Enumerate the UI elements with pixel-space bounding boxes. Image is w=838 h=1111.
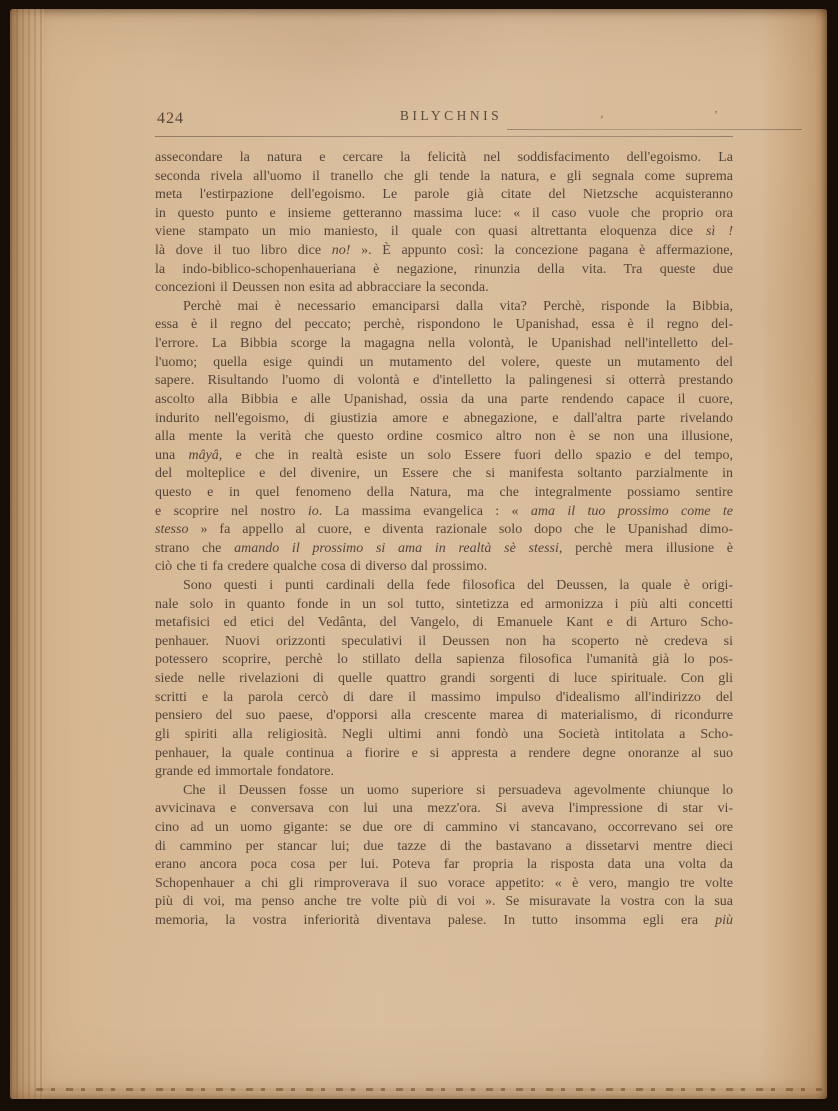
text-line: viene stampato un mio maniesto, il quale con quasi altrettanta eloquenza dice sì ! [155,224,733,240]
text-line: scritti e la parola cercò di dare il massimo impulso d'idealismo all'indirizzo del [155,689,733,705]
text-line: alla mente la verità che questo ordine cosmico altro non è se non una illusione, [155,429,733,445]
running-title: BILYCHNIS [399,108,503,123]
text-line: pensiero del suo paese, d'opporsi alla crescente marea di materialismo, di ricondurre [155,708,733,724]
page-edge-texture-left [10,9,44,1099]
text-line: strano che amando il prossimo si ama in realtà sè stessi, perchè mera illusione è [155,540,733,556]
book-page [10,9,827,1099]
text-line: assecondare la natura e cercare la felicità nel soddisfacimento dell'egoismo. La [155,150,733,165]
text-line: concezioni il Deussen non esita ad abbracciare la seconda. [155,280,489,296]
text-line: ciò che ti fa credere qualche cosa di diverso dal prossimo. [155,559,488,575]
text-line: avvicinava e conversava con lui una mezz'ora. Si aveva l'impressione di star vi- [155,801,733,817]
text-line: penhauer. Nuovi orizzonti speculativi il Deussen non ha scoperto nè credeva si [155,633,733,649]
paragraph [155,577,733,782]
text-line: nale solo in quanto fonde in un sol tutto, sintetizza ed armonizza i più alti concetti [155,596,733,612]
text-line: stesso » fa appello al cuore, e diventa razionale solo dopo che le Upanishad dimo- [155,522,733,538]
text-line: gli spiriti alla religiosità. Negli ultimi anni fondò una Società intitolata a Scho- [155,726,733,742]
text-line: l'errore. La Bibbia scorge la magagna nella volontà, le Upanishad nell'intelletto del- [155,336,733,352]
text-line: la indo-biblico-schopenhaueriana è negazione, rinunzia della vita. Tra queste due [155,261,733,277]
text-line: ascolto alla Bibbia e alle Upanishad, ossia da una parte rendendo capace il cuore, [155,391,733,407]
text-line: e scoprire nel nostro io. La massima evangelica : « ama il tuo prossimo come te [155,503,733,519]
page-body-text [155,149,733,931]
text-line: sapere. Risultando l'uomo di volontà e d'intelletto la palingenesi si otterrà prestando [155,373,733,389]
page-stack-line-bottom [36,1088,822,1091]
text-line: Sono questi i punti cardinali della fede filosofica del Deussen, la quale è origi- [183,578,733,594]
text-line: cino ad un uomo gigante: se due ore di cammino vi stancavano, occorrevano sei ore [155,819,733,835]
text-line: memoria, la vostra inferiorità diventava palese. In tutto insomma egli era più [155,912,733,928]
text-line: meta l'estirpazione dell'egoismo. Le parole già citate del Nietzsche acquisteranno [155,187,733,203]
text-line: più di voi, ma penso anche tre volte più di voi ». Se misuravate la vostra con la sua [155,894,733,910]
text-line: in questo punto e insieme getteranno massima luce: « il caso vuole che proprio ora [155,205,733,221]
ink-speck: ’ [709,106,719,123]
text-line: questo e in quel fenomeno della Natura, ma che integralmente possiamo sentire [155,484,733,500]
page-number: 424 [157,110,184,127]
text-line: siede nelle rivelazioni di quelle quattro grandi sorgenti di luce spirituale. Con gli [155,671,733,687]
text-line: là dove il tuo libro dice no! ». È appunto così: la concezione pagana è affermazione, [155,243,733,259]
text-line: essa è il regno del peccato; perchè, rispondono le Upanishad, essa è il regno del- [155,317,733,333]
text-line: indurito nell'egoismo, di giustizia amore e abnegazione, e dall'altra parte rivelando [155,410,733,426]
text-line: una mâyâ, e che in realtà esiste un solo Essere fuori dello spazio e del tempo, [155,447,733,463]
text-line: penhauer, la quale continua a fiorire e si appresta a rendere degne onoranze al suo [155,745,733,761]
text-line: l'uomo; quella esige quindi un mutamento del volere, queste un mutamento del [155,354,733,370]
text-line: Schopenhauer a chi gli rimproverava il suo vorace appetito: « è vero, mangio tre volte [155,875,733,891]
page-header [155,104,733,138]
text-line: metafisici ed etici del Vedânta, del Vangelo, di Emanuele Kant e di Arturo Scho- [155,615,733,631]
header-rule [155,136,733,137]
text-line: di cammino per stancar lui; due tazze di the bastavano a dissetarvi mentre dieci [155,838,733,854]
text-line: grande ed immortale fondatore. [155,764,335,780]
text-line: Che il Deussen fosse un uomo superiore si persuadeva agevolmente chiunque lo [183,782,733,798]
text-line: del molteplice e del divenire, un Essere che si manifesta soltanto parzialmente in [155,466,733,482]
text-line: erano ancora poca cosa per lui. Poteva far propria la risposta data una volta da [155,857,733,873]
header-rule-partial [507,129,802,130]
paragraph [155,298,733,577]
text-line: seconda rivela all'uomo il tranello che gli tende la natura, e gli segnala come suprema [155,168,733,184]
paragraph [155,149,733,298]
paragraph [155,782,733,931]
ink-speck: ’ [596,111,604,128]
text-line: Perchè mai è necessario emanciparsi dalla vita? Perchè, risponde la Bibbia, [183,298,733,314]
text-line: potessero scoprire, perchè lo stillato della sapienza filosofica l'umanità già lo pos- [155,652,733,668]
